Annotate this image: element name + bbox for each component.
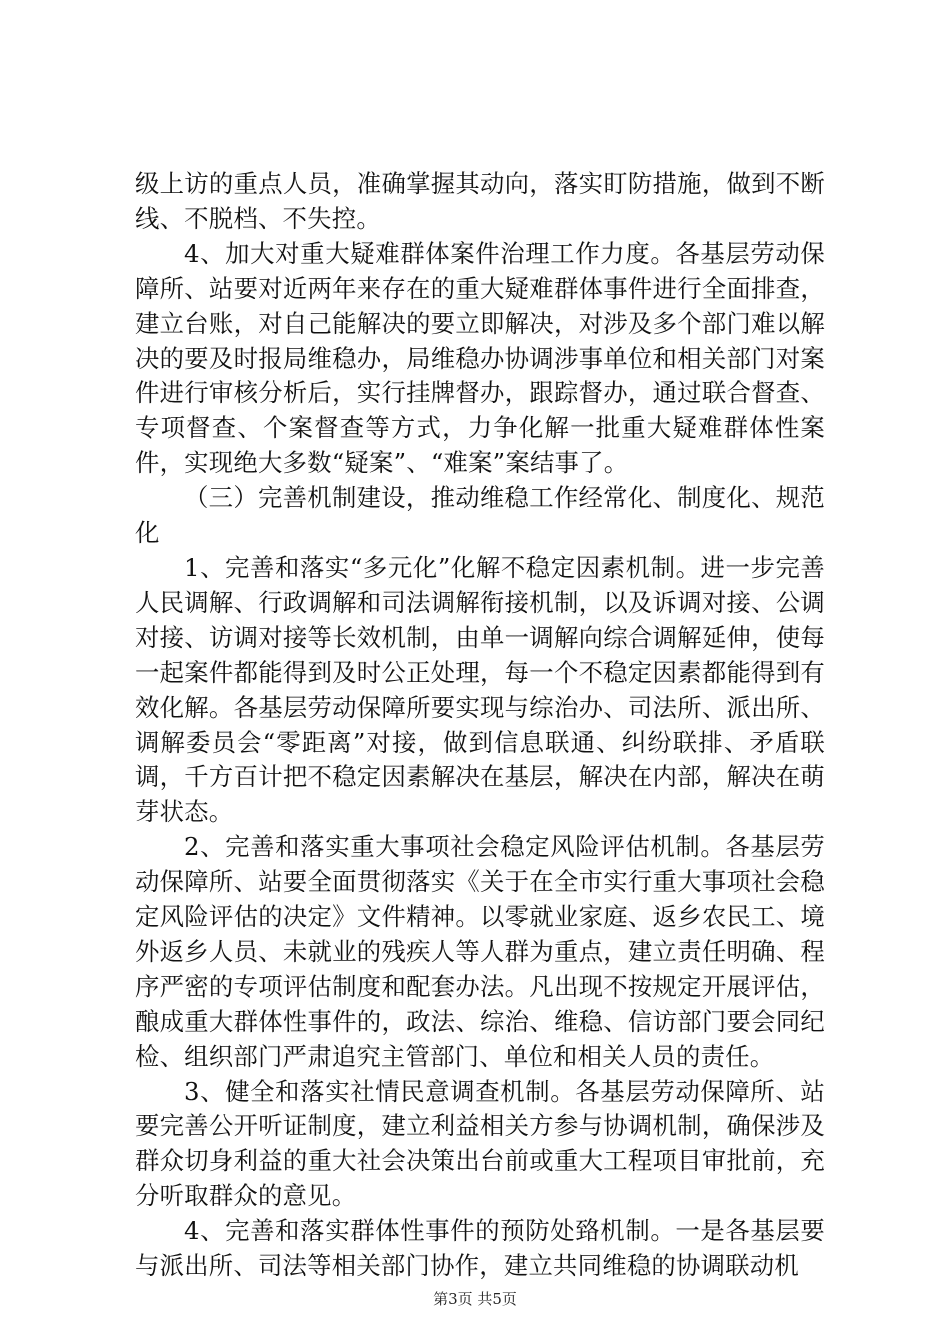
paragraph-item-4-prevention: 4、完善和落实群体性事件的预防处臵机制。一是各基层要与派出所、司法等相关部门协作，建立共同维稳的协调联动机	[135, 1216, 825, 1281]
page-footer: 第3页 共5页	[433, 1290, 517, 1308]
paragraph-item-2-risk-assessment: 2、完善和落实重大事项社会稳定风险评估机制。各基层劳动保障所、站要全面贯彻落实《关于在全市实行重大事项社会稳定风险评估的决定》文件精神。以零就业家庭、返乡农民工、境外返乡人员、未就业的残疾人等人群为重点，建立责任明确、程序严密的专项评估制度和配套办法。凡出现不按规定开展评估，酿成重大群体性事件的，政法、综治、维稳、信访部门要会同纪检、组织部门严肃追究主管部门、单位和相关人员的责任。	[135, 832, 825, 1071]
paragraph-item-3-public-opinion: 3、健全和落实社情民意调查机制。各基层劳动保障所、站要完善公开听证制度，建立利益相关方参与协调机制，确保涉及群众切身利益的重大社会决策出台前或重大工程项目审批前，充分听取群众的意见。	[135, 1076, 825, 1211]
paragraph-item-4-case-governance: 4、加大对重大疑难群体案件治理工作力度。各基层劳动保障所、站要对近两年来存在的重大疑难群体事件进行全面排查，建立台账，对自己能解决的要立即解决，对涉及多个部门难以解决的要及时报局维稳办，局维稳办协调涉事单位和相关部门对案件进行审核分析后，实行挂牌督办，跟踪督办，通过联合督查、专项督查、个案督查等方式，力争化解一批重大疑难群体性案件，实现绝大多数“疑案”、“难案”案结事了。	[135, 238, 825, 478]
paragraph-continuation: 级上访的重点人员，准确掌握其动向，落实盯防措施，做到不断线、不脱档、不失控。	[135, 169, 825, 233]
document-body	[135, 167, 825, 1284]
paragraph-item-1-mechanism: 1、完善和落实“多元化”化解不稳定因素机制。进一步完善人民调解、行政调解和司法调解衔接机制，以及诉调对接、公调对接、访调对接等长效机制，由单一调解向综合调解延伸，使每一起案件都能得到及时公正处理，每一个不稳定因素都能得到有效化解。各基层劳动保障所要实现与综治办、司法所、派出所、调解委员会“零距离”对接，做到信息联通、纠纷联排、矛盾联调，千方百计把不稳定因素解决在基层，解决在内部，解决在萌芽状态。	[135, 552, 825, 827]
section-heading-3: （三）完善机制建设，推动维稳工作经常化、制度化、规范化	[135, 483, 825, 548]
